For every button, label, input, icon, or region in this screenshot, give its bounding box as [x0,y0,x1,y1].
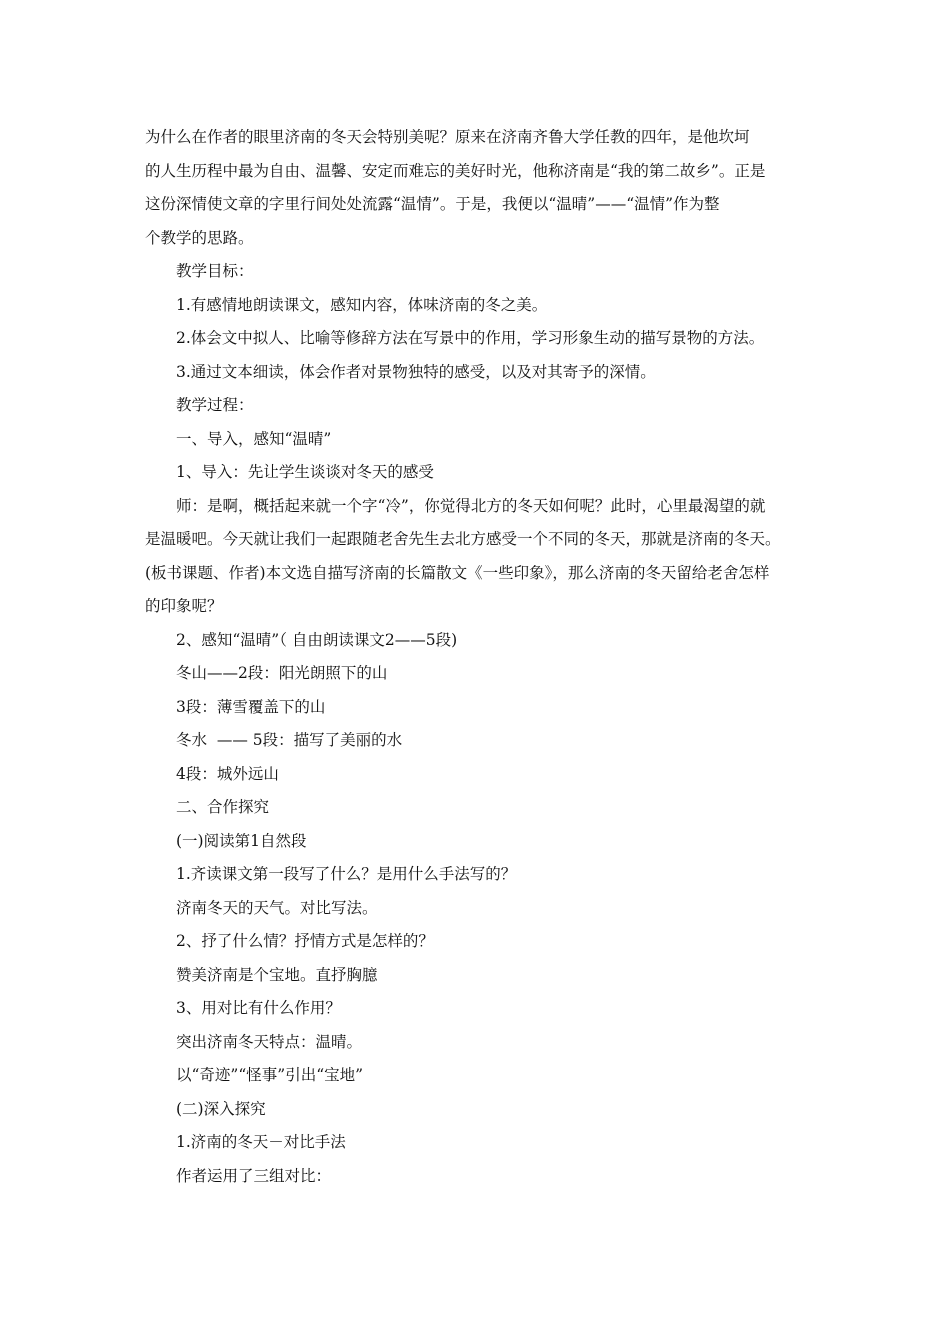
sub2-item-2: 作者运用了三组对比： [176,1166,332,1185]
perception-line-3: 冬水 —— 5段：描写了美丽的水 [176,731,403,749]
perception-line-2: 3段：薄雪覆盖下的山 [176,697,326,716]
sub1-item-5: 3、用对比有什么作用？ [176,999,341,1017]
sub1-heading: (一)阅读第1自然段 [176,831,307,850]
sub2-item-1: 1.济南的冬天－对比手法 [176,1133,346,1151]
sub1-item-1: 1.齐读课文第一段写了什么？是用什么手法写的？ [176,865,517,883]
intro-line-3: 这份深情使文章的字里行间处处流露“温情”。于是，我便以“温晴”——“温情”作为整 [145,195,720,213]
goal-item-2: 2.体会文中拟人、比喻等修辞方法在写景中的作用，学习形象生动的描写景物的方法。 [176,329,765,347]
section1-item-1: 1、导入：先让学生谈谈对冬天的感受 [176,463,434,481]
sub1-item-7: 以“奇迹”“怪事”引出“宝地” [176,1066,364,1084]
goals-heading: 教学目标： [176,262,254,280]
section1-heading: 一、导入，感知“温晴” [176,429,332,448]
sub1-item-6: 突出济南冬天特点：温晴。 [176,1032,363,1051]
section2-heading: 二、合作探究 [176,798,270,816]
sub1-item-4: 赞美济南是个宝地。直抒胸臆 [176,965,378,984]
intro-line-4: 个教学的思路。 [145,228,254,247]
sub1-item-2: 济南冬天的天气。对比写法。 [176,898,378,917]
perception-line-1: 冬山——2段：阳光朗照下的山 [176,664,388,682]
sub1-item-3: 2、抒了什么情？抒情方式是怎样的？ [176,932,434,950]
perception-line-4: 4段：城外远山 [176,764,279,783]
teacher-line-1: 师：是啊，概括起来就一个字“冷”，你觉得北方的冬天如何呢？此时，心里最渴望的就 [176,496,766,515]
intro-line-1: 为什么在作者的眼里济南的冬天会特别美呢？原来在济南齐鲁大学任教的四年，是他坎坷 [145,128,750,146]
teacher-line-3: (板书课题、作者)本文选自描写济南的长篇散文《一些印象》，那么济南的冬天留给老舍怎样 [145,563,770,582]
process-heading: 教学过程： [176,396,254,414]
teacher-line-2: 是温暖吧。今天就让我们一起跟随老舍先生去北方感受一个不同的冬天，那就是济南的冬天。 [145,530,781,548]
goal-item-1: 1.有感情地朗读课文，感知内容，体味济南的冬之美。 [176,295,548,314]
teacher-line-4: 的印象呢？ [145,597,223,615]
sub2-heading: (二)深入探究 [176,1099,266,1118]
goal-item-3: 3.通过文本细读，体会作者对景物独特的感受，以及对其寄予的深情。 [176,362,656,381]
intro-line-2: 的人生历程中最为自由、温馨、安定而难忘的美好时光，他称济南是“我的第二故乡”。正是 [145,161,766,180]
section1-item-2: 2、感知“温晴”（ 自由朗读课文2——5段) [176,630,458,649]
document-body [145,121,810,1193]
